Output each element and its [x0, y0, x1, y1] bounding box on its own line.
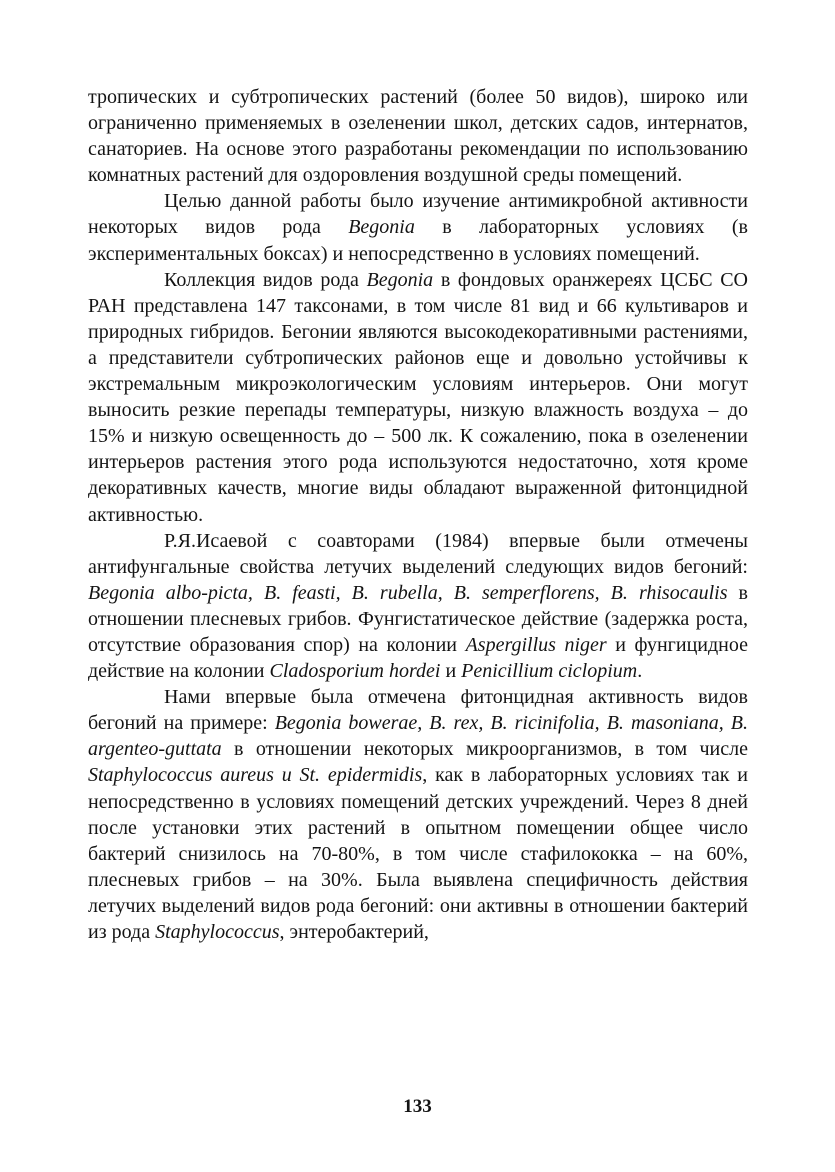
text-run: , как в лабораторных условиях так и непосредственно в условиях помещений детских учреждений. Через 8 дней после установки этих растений в опытном помещении общее число бактерий снизилось на 70-80%, в том числе стафилококка – на 60%, плесневых грибов – на 30%. Была выявлена специфичность действия летучих выделений видов рода бегоний: они активны в отношении бактерий из рода — [88, 764, 748, 943]
text-run: в фондовых оранжереях ЦСБС СО РАН представлена 147 таксонами, в том числе 81 вид и 66 культиваров и природных гибридов. Бегонии являются высокодекоративными растениями, а представители субтропических районов еще и довольно устойчивы к экстремальным микроэкологическим условиям интерьеров. Они могут выносить резкие перепады температуры, низкую влажность воздуха – до 15% и низкую освещенность до – 500 лк. К сожалению, пока в озеленении интерьеров растения этого рода используются недостаточно, хотя кроме декоративных качеств, многие виды обладают выраженной фитонцидной активностью. — [88, 268, 748, 526]
paragraph-goal — [88, 188, 748, 266]
text-run: Коллекция видов рода — [164, 268, 367, 291]
text-run: тропических и субтропических растений (более 50 видов), широко или ограниченно применяемых в озеленении школ, детских садов, интернатов, санаториев. На основе этого разработаны рекомендации по использованию комнатных растений для оздоровления воздушной среды помещений. — [88, 86, 748, 187]
species-name: Begonia — [348, 216, 415, 239]
text-run: Р.Я.Исаевой с соавторами (1984) впервые были отмечены антифунгальные свойства летучих выделений следующих видов бегоний: — [88, 529, 748, 578]
species-name: Aspergillus niger — [465, 633, 607, 656]
text-run: Целью данной работы было изучение антимикробной активности некоторых видов рода — [88, 190, 748, 239]
species-name: Cladosporium hordei — [269, 660, 441, 683]
text-run: в отношении некоторых микроорганизмов, в том числе — [221, 738, 748, 761]
species-name: Begonia albo-picta, B. feasti, B. rubella, B. semperflorens, B. rhisocaulis — [88, 581, 728, 604]
text-run: . — [637, 660, 643, 683]
text-run: , энтеробактерий, — [279, 921, 429, 943]
text-run: и — [440, 660, 462, 683]
paragraph-collection — [88, 267, 748, 528]
species-name: Begonia — [366, 268, 434, 291]
text-run: в отношении плесневых грибов. Фунгистатическое действие (задержка роста, отсутствие образования спор) на колонии — [88, 581, 748, 656]
species-name: Staphylococcus — [155, 921, 280, 943]
paragraph-intro — [88, 84, 748, 188]
text-run: и фунгицидное действие на колонии — [88, 633, 748, 683]
species-name: Staphylococcus aureus и St. epidermidis — [88, 764, 423, 787]
paragraph-findings — [88, 684, 748, 945]
text-run: Нами впервые была отмечена фитонцидная активность видов бегоний на примере: — [88, 686, 748, 735]
species-name: Begonia bowerae, B. rex, B. ricinifolia, B. masoniana, B. argenteo-guttata — [88, 712, 748, 761]
paragraph-isaeva — [88, 528, 748, 685]
species-name: Penicillium ciclopium — [461, 660, 638, 683]
page-number: 133 — [403, 1096, 432, 1117]
page-body — [88, 84, 748, 945]
text-run: в лабораторных условиях (в экспериментальных боксах) и непосредственно в условиях помещений. — [88, 216, 748, 265]
